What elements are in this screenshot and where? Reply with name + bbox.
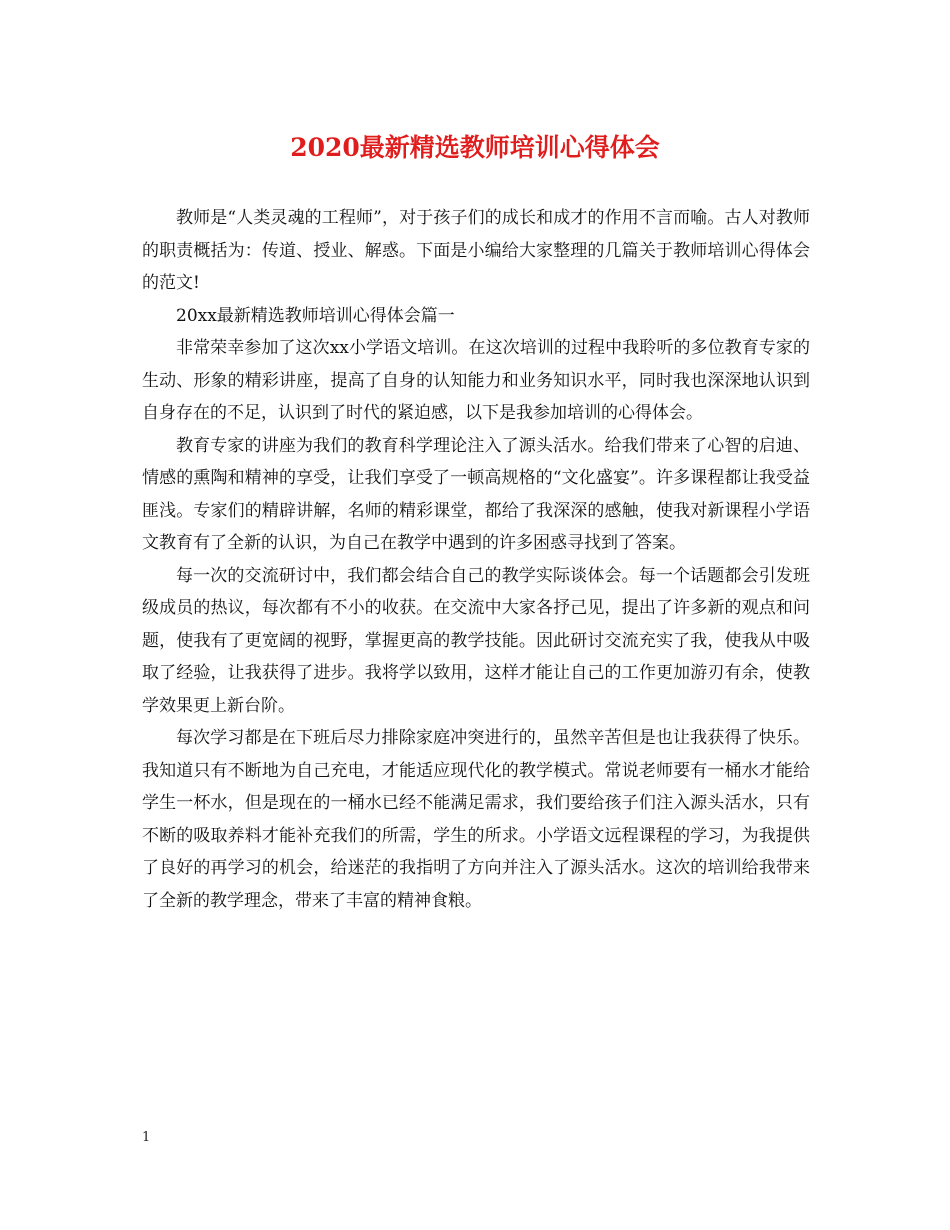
document-title: 2020最新精选教师培训心得体会 bbox=[290, 133, 660, 162]
body-paragraph-1: 非常荣幸参加了这次xx小学语文培训。在这次培训的过程中我聆听的多位教育专家的生动、形象的精彩讲座，提高了自身的认知能力和业务知识水平，同时我也深深地认识到自身存在的不足，认识到了时代的紧迫感，以下是我参加培训的心得体会。 bbox=[142, 338, 810, 423]
intro-paragraph: 教师是“人类灵魂的工程师”，对于孩子们的成长和成才的作用不言而喻。古人对教师的职责概括为：传道、授业、解惑。下面是小编给大家整理的几篇关于教师培训心得体会的范文! bbox=[142, 208, 810, 293]
document-body bbox=[142, 202, 810, 917]
body-paragraph-2: 教育专家的讲座为我们的教育科学理论注入了源头活水。给我们带来了心智的启迪、情感的熏陶和精神的享受，让我们享受了一顿高规格的“文化盛宴”。许多课程都让我受益匪浅。专家们的精辟讲解，名师的精彩课堂，都给了我深深的感触，使我对新课程小学语文教育有了全新的认识，为自己在教学中遇到的许多困惑寻找到了答案。 bbox=[142, 435, 810, 553]
page-number: 1 bbox=[142, 1130, 151, 1145]
body-paragraph-3: 每一次的交流研讨中，我们都会结合自己的教学实际谈体会。每一个话题都会引发班级成员的热议，每次都有不小的收获。在交流中大家各抒己见，提出了许多新的观点和问题，使我有了更宽阔的视野，掌握更高的教学技能。因此研讨交流充实了我，使我从中吸取了经验，让我获得了进步。我将学以致用，这样才能让自己的工作更加游刃有余，使教学效果更上新台阶。 bbox=[142, 565, 810, 716]
body-paragraph-4: 每次学习都是在下班后尽力排除家庭冲突进行的，虽然辛苦但是也让我获得了快乐。我知道只有不断地为自己充电，才能适应现代化的教学模式。常说老师要有一桶水才能给学生一杯水，但是现在的一桶水已经不能满足需求，我们要给孩子们注入源头活水，只有不断的吸取养料才能补充我们的所需，学生的所求。小学语文远程课程的学习，为我提供了良好的再学习的机会，给迷茫的我指明了方向并注入了源头活水。这次的培训给我带来了全新的教学理念，带来了丰富的精神食粮。 bbox=[142, 728, 810, 911]
section-heading: 20xx最新精选教师培训心得体会篇一 bbox=[176, 305, 455, 326]
